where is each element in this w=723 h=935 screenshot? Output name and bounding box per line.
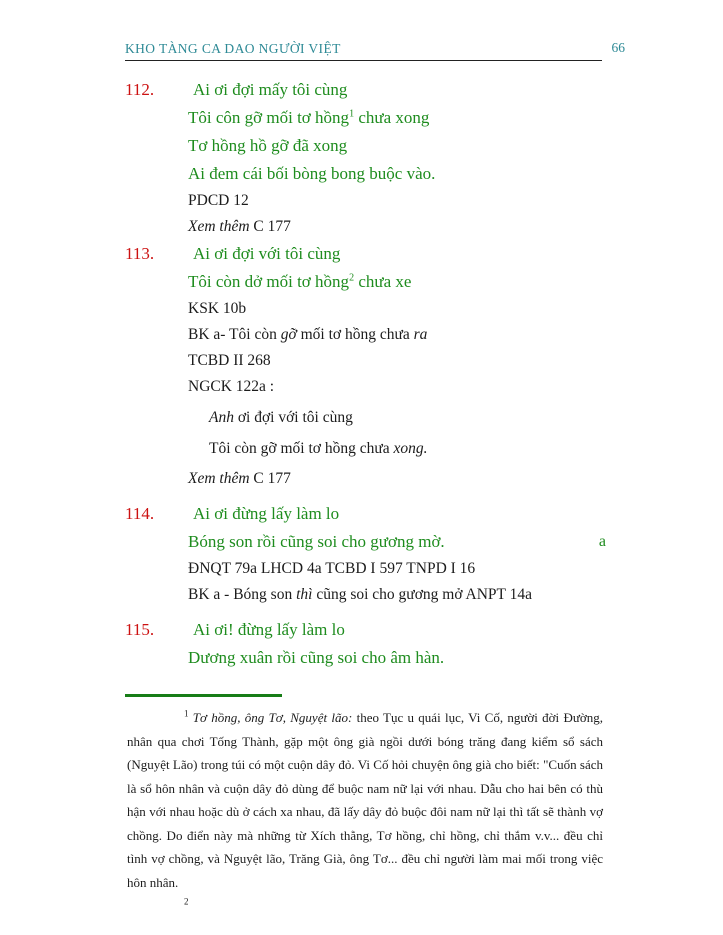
text-segment: Ai ơi đợi với tôi cùng bbox=[193, 244, 341, 263]
page-number: 66 bbox=[611, 40, 625, 55]
text-segment: Tôi còn gỡ mối tơ hồng chưa bbox=[209, 440, 394, 457]
footnote bbox=[127, 706, 603, 894]
ref-line bbox=[188, 296, 608, 322]
text-segment: Tôi côn gỡ mối tơ hồng bbox=[188, 108, 350, 127]
book-title: KHO TÀNG CA DAO NGƯỜI VIỆT bbox=[125, 41, 341, 56]
text-segment: KSK 10b bbox=[188, 300, 247, 317]
text-segment: Ai đem cái bối bòng bong buộc vào. bbox=[188, 164, 436, 183]
text-segment: NGCK 122a : bbox=[188, 378, 275, 395]
footnote-ref-marker: 1 bbox=[349, 108, 355, 120]
text-segment: C 177 bbox=[249, 218, 291, 235]
footnote bbox=[127, 894, 603, 918]
verse-line bbox=[188, 132, 608, 160]
ref-line bbox=[188, 374, 608, 400]
text-segment: theo Tục u quái lục, Vi Cố, người đời Đường, nhân qua chơi Tống Thành, gặp một ông già ngồi dưới bóng trăng đang kiểm sổ sách (Nguyệt Lão) trong túi có một cuộn dây đỏ. Vi Cố hỏi chuyện ông già cho biết: "Cuốn sách là sổ hôn nhân và cuộn dây đỏ dùng để buộc nam nữ lại với nhau. Dẫu cho hai bên có thù hận với nhau hoặc dù ở cách xa nhau, đã lấy dây đỏ buộc đôi nam nữ lại thì tất sẽ thành vợ chồng. Do điển này mà những từ Xích thằng, Tơ hồng, chỉ hồng, chỉ thắm v.v... đều chỉ tình vợ chồng, và Nguyệt lão, Trăng Già, ông Tơ... đều chỉ người làm mai mối trong việc hôn nhân. bbox=[127, 710, 603, 890]
text-segment: thì bbox=[296, 586, 313, 603]
ref-line bbox=[188, 582, 608, 608]
verse-line bbox=[188, 268, 608, 296]
text-segment: chưa xong bbox=[354, 108, 430, 127]
text-segment: xong. bbox=[393, 440, 428, 457]
entry-number: 113. bbox=[125, 244, 155, 263]
verse-line bbox=[188, 76, 608, 104]
text-segment: Ai ơi! đừng lấy làm lo bbox=[193, 620, 345, 639]
ref-line bbox=[188, 214, 608, 240]
ref-line bbox=[188, 188, 608, 214]
text-segment: chưa xe bbox=[354, 272, 412, 291]
text-segment: ĐNQT 79a LHCD 4a TCBD I 597 TNPD I 16 bbox=[188, 560, 476, 577]
text-segment: gỡ bbox=[280, 326, 297, 343]
text-segment: Bóng son rồi cũng soi cho gương mờ. bbox=[188, 532, 445, 551]
text-segment: cũng soi cho gương mở ANPT 14a bbox=[312, 586, 532, 603]
text-segment: ra bbox=[413, 326, 428, 343]
quote-line bbox=[209, 404, 608, 431]
text-segment: C 177 bbox=[249, 470, 291, 487]
page-header bbox=[125, 40, 625, 60]
verse-line bbox=[188, 160, 608, 188]
entry-number: 115. bbox=[125, 620, 155, 639]
ref-line bbox=[188, 348, 608, 374]
ref-line bbox=[188, 466, 608, 492]
verse-line bbox=[188, 500, 608, 528]
text-segment: Tơ hồng hồ gỡ đã xong bbox=[188, 136, 348, 155]
footnote-marker: 1 bbox=[184, 708, 189, 719]
header-rule bbox=[125, 60, 602, 61]
text-segment: Anh bbox=[209, 409, 234, 426]
text-segment: TCBD II 268 bbox=[188, 352, 271, 369]
entry-head bbox=[125, 500, 608, 528]
entry bbox=[125, 240, 608, 492]
entry-head bbox=[125, 616, 608, 644]
text-segment: Dương xuân rồi cũng soi cho âm hàn. bbox=[188, 648, 445, 667]
footnote-rule bbox=[125, 694, 282, 697]
ref-line bbox=[188, 322, 608, 348]
entry-number: 114. bbox=[125, 504, 155, 523]
entry-head bbox=[125, 76, 608, 104]
footnote-marker: 2 bbox=[184, 896, 189, 907]
text-segment: mối tơ hồng chưa bbox=[296, 326, 414, 343]
text-segment: Xem thêm bbox=[188, 218, 250, 235]
entry bbox=[125, 616, 608, 672]
text-segment: Tôi còn dở mối tơ hồng bbox=[188, 272, 350, 291]
footnotes bbox=[127, 706, 603, 918]
verse-line bbox=[188, 528, 608, 556]
text-segment: Tơ hồng, ông Tơ, Nguyệt lão: bbox=[192, 710, 353, 725]
entry-head bbox=[125, 240, 608, 268]
text-segment: BK a- Tôi còn bbox=[188, 326, 281, 343]
text-segment: Xem thêm bbox=[188, 470, 250, 487]
footnote-ref-marker: 2 bbox=[349, 272, 355, 284]
entry bbox=[125, 76, 608, 240]
ref-line bbox=[188, 556, 608, 582]
text-segment: BK a - Bóng son bbox=[188, 586, 297, 603]
entry-number: 112. bbox=[125, 80, 155, 99]
text-segment: ơi đợi với tôi cùng bbox=[233, 409, 353, 426]
verse-line bbox=[188, 240, 608, 268]
verse-line bbox=[188, 644, 608, 672]
text-segment: PDCD 12 bbox=[188, 192, 249, 209]
text-segment: Ai ơi đừng lấy làm lo bbox=[193, 504, 340, 523]
text-segment: Ai ơi đợi mấy tôi cùng bbox=[193, 80, 348, 99]
entries bbox=[125, 76, 608, 672]
variant-marker: a bbox=[598, 533, 606, 550]
verse-line bbox=[188, 104, 608, 132]
entry bbox=[125, 500, 608, 608]
verse-line bbox=[188, 616, 608, 644]
quote-line bbox=[209, 435, 608, 462]
